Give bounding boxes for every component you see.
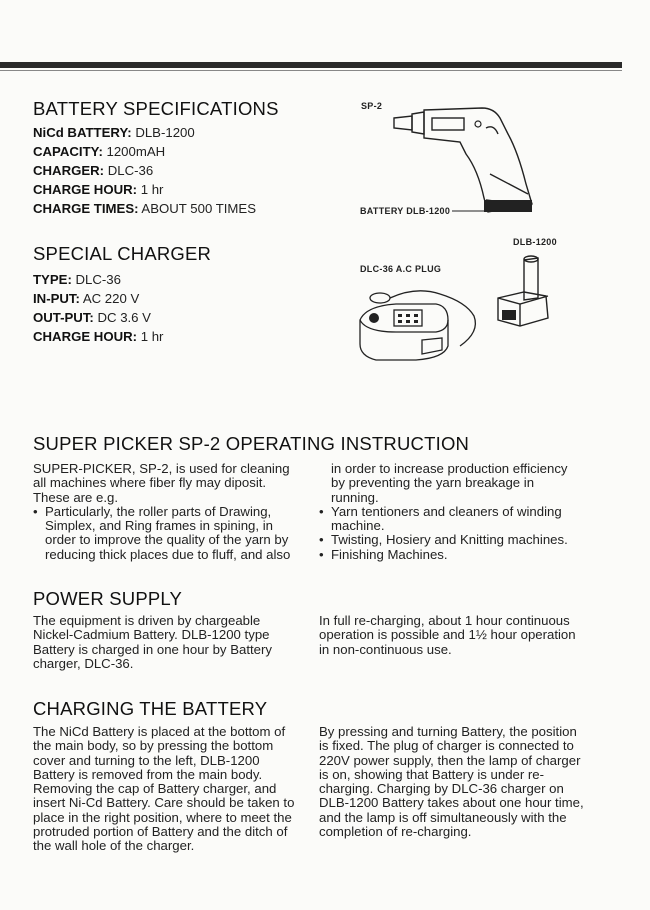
charger-specs-list: [33, 270, 163, 346]
charging-left: The NiCd Battery is placed at the bottom of the main body, so by pressing the bottom cover and turning to the left, DLB-1200 Battery is removed from the main body. Removing the cap of Battery charger, and insert Ni-Cd Battery. Care should be taken to place in the right position, where to meet the protruded portion of Battery and the ditch of the wall hole of the charger.: [33, 724, 295, 854]
list-item: • Particularly, the roller parts of Drawing, Simplex, and Ring frames in spining, in order to improve the quality of the yarn by reducing thick places due to fluff, and also: [33, 505, 301, 562]
header-rule: [0, 62, 622, 68]
list-item: • Yarn tentioners and cleaners of winding machine.: [319, 505, 581, 534]
sp2-picker-drawing: [390, 100, 540, 218]
power-supply-right: In full re-charging, about 1 hour continuous operation is possible and 1½ hour operation in non-continuous use.: [319, 613, 576, 657]
dlc36-charger-drawing: [356, 276, 496, 366]
charging-heading: CHARGING THE BATTERY: [33, 698, 268, 719]
battery-label: BATTERY DLB-1200: [360, 206, 451, 216]
list-item: • Twisting, Hosiery and Knitting machines.: [319, 533, 581, 547]
spec-row: IN-PUT: AC 220 V: [33, 291, 140, 306]
plug-label: DLC-36 A.C PLUG: [360, 264, 442, 274]
operating-right-intro: in order to increase production efficiency by preventing the yarn breakage in running.: [331, 461, 568, 505]
dlb-battery-drawing: [494, 252, 558, 332]
header-rule-thin: [0, 70, 622, 71]
power-supply-left: The equipment is driven by chargeable Nickel-Cadmium Battery. DLB-1200 type Battery is charged in one hour by Battery charger, DLC-36.: [33, 613, 272, 671]
spec-row: CHARGE HOUR: 1 hr: [33, 182, 164, 197]
operating-left-column: [33, 462, 301, 562]
spec-row: OUT-PUT: DC 3.6 V: [33, 310, 151, 325]
spec-row: CAPACITY: 1200mAH: [33, 144, 166, 159]
battery-leader-line: [450, 206, 490, 216]
operating-right-column: [319, 462, 581, 562]
dlb-label: DLB-1200: [513, 237, 557, 247]
operating-left-bullets: [33, 505, 301, 562]
spec-row: CHARGER: DLC-36: [33, 163, 154, 178]
sp2-label: SP-2: [361, 101, 383, 111]
operating-right-bullets: [319, 505, 581, 562]
operating-heading: SUPER PICKER SP-2 OPERATING INSTRUCTION: [33, 433, 470, 454]
battery-specs-heading: BATTERY SPECIFICATIONS: [33, 98, 279, 119]
list-item: • Finishing Machines.: [319, 548, 581, 562]
battery-specs-list: [33, 123, 256, 218]
spec-row: CHARGE TIMES: ABOUT 500 TIMES: [33, 201, 257, 216]
charging-right: By pressing and turning Battery, the position is fixed. The plug of charger is connected to 220V power supply, then the lamp of charger is on, showing that Battery is under re-charging. Charging by DLC-36 charger on DLB-1200 Battery takes about one hour time, and the lamp is off simultaneously with the completion of re-charging.: [319, 724, 584, 840]
spec-row: NiCd BATTERY: DLB-1200: [33, 125, 195, 140]
spec-row: CHARGE HOUR: 1 hr: [33, 329, 164, 344]
spec-row: TYPE: DLC-36: [33, 272, 121, 287]
special-charger-heading: SPECIAL CHARGER: [33, 243, 212, 264]
operating-intro: SUPER-PICKER, SP-2, is used for cleaning all machines where fiber fly may diposit. These are e.g.: [33, 461, 290, 505]
power-supply-heading: POWER SUPPLY: [33, 588, 183, 609]
